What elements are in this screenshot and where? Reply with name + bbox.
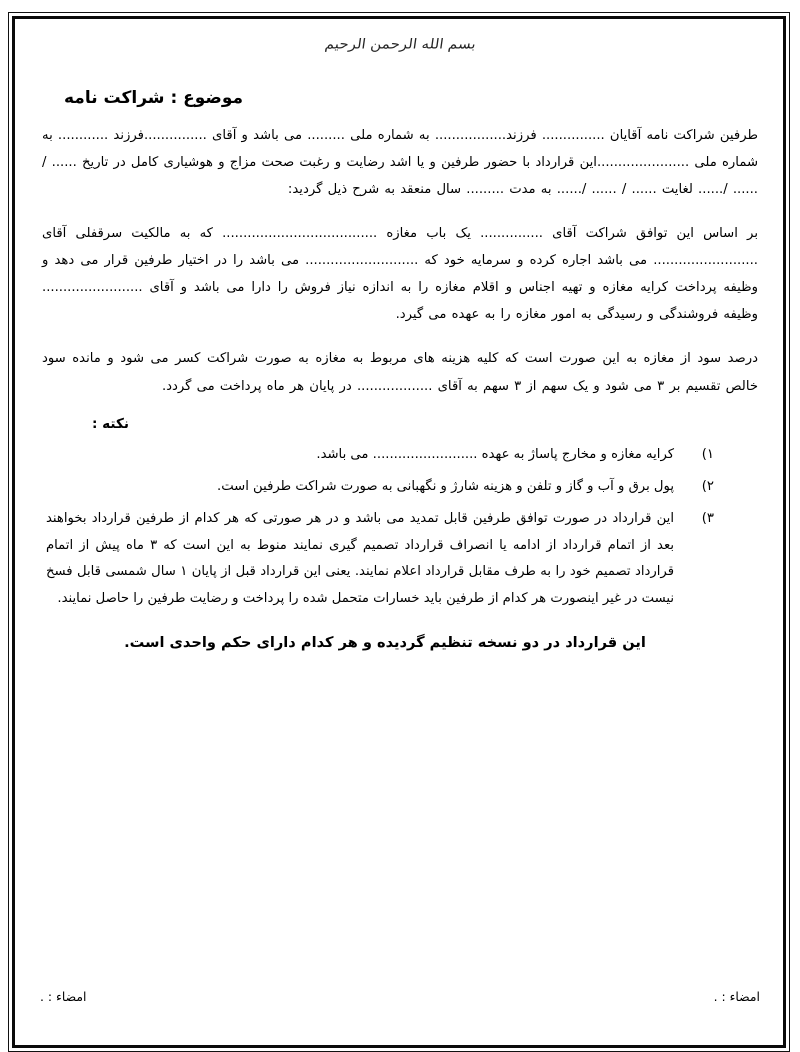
clause-list [40,442,760,612]
closing-statement: این قرارداد در دو نسخه تنظیم گردیده و هر کدام دارای حکم واحدی است. [124,634,646,651]
page-title [40,88,760,108]
clause-text: کرایه مغازه و مخارج پاساژ به عهده ......................... می باشد. [316,446,674,462]
list-item [40,506,760,612]
document-sheet [28,20,772,1010]
clause-number: ۳) [701,511,714,527]
list-item [40,474,760,500]
basmala-row [40,34,760,68]
signature-row [40,989,760,1004]
signature-party-one: امضاء : . [40,989,87,1004]
paragraph-agreement-terms: بر اساس این توافق شراکت آقای ............... یک باب مغازه ..................................... که به مالکیت سرقفلی آقای ......................... می باشد اجاره کرده و سرمایه خود که ........................... می باشد را در اختیار طرفین قرار می دهد و وظیفه پرداخت کرایه مغازه و تهیه اجناس و اقلام مغازه را به اندازه نیاز فروش را دارا می باشد و آقای ........................ وظیفه فروشندگی و رسیدگی به امور مغازه را به عهده می گیرد. [42,226,758,323]
clause-text: این قرارداد در صورت توافق طرفین قابل تمدید می باشد و در هر صورتی که هر کدام از طرفین قرارداد بخواهند بعد از اتمام قرارداد از ادامه یا انصراف قرارداد تصمیم گیری نمایند منوط به این است که ۳ ماه پیش از اتمام قرارداد تصمیم خود را به طرف مقابل قرارداد اعلام نمایند. یعنی این قرارداد قبل از پایان ۱ سال شمسی قابل فسخ نیست در غیر اینصورت هر کدام از طرفین باید خسارات متحمل شده را پرداخت و رضایت طرفین را حاصل نمایند. [46,511,674,606]
clause-number: ۲) [701,478,714,494]
signature-party-two: امضاء : . [713,989,760,1004]
basmala-text: بسم الله الرحمن الرحیم [323,35,477,53]
paragraph-profit-share: درصد سود از مغازه به این صورت است که کلیه هزینه های مربوط به مغازه به صورت شراکت کسر می شود و مانده سود خالص تقسیم بر ۳ می شود و یک سهم از ۳ سهم به آقای .................. در پایان هر ماه پرداخت می گردد. [42,351,758,394]
page-title-text: موضوع : شراکت نامه [64,88,244,108]
clause-number: ۱) [701,446,714,462]
clause-text: پول برق و آب و گاز و تلفن و هزینه شارژ و نگهبانی به صورت شراکت طرفین است. [217,478,674,494]
note-label: نکته : [92,415,129,432]
paragraph-parties: طرفین شراکت نامه آقایان ............... فرزند................. به شماره ملی ......... می باشد و آقای ...............فرزند ............ به شماره ملی ......................این قرارداد با حضور طرفین و یا اشد رضایت و رغبت صحت مزاج و هوشیاری کامل در تاریخ ...... / ...... /...... لغایت ...... / ...... /...... به مدت ......... سال منعقد به شرح ذیل گردید: [42,128,758,198]
list-item [40,442,760,468]
